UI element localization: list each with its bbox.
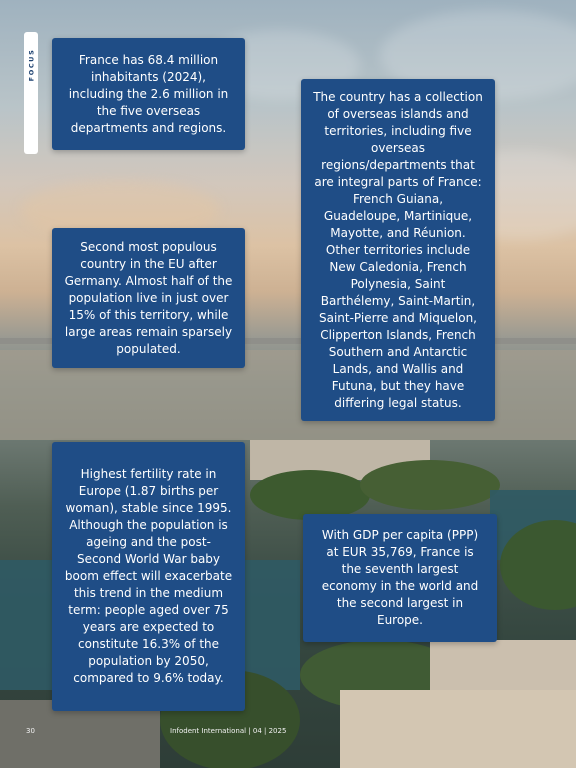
population-box [52,38,245,150]
overseas-territories-text: The country has a collection of overseas islands and territories, including five overseas regions/departments that are integral parts of France: French Guiana, Guadeloupe, Martinique, Mayotte, and Réunion. Other territories include New Caledonia, French Polynesia, Saint Barthélemy, Saint-Martin, Saint-Pierre and Miquelon, Clipperton Islands, French Southern and Antarctic Lands, and Wallis and Futuna, but they have differing legal status. [313,89,483,410]
focus-label [24,40,38,90]
publication-credit: Infodent International | 04 | 2025 [170,727,287,735]
overseas-territories-box [301,79,495,421]
population-text: France has 68.4 million inhabitants (2024), including the 2.6 million in the five overseas departments and regions. [68,52,229,135]
eu-population-rank-box [52,228,245,368]
gdp-box [303,514,497,642]
page-number: 30 [26,727,35,735]
fertility-rate-box [52,442,245,711]
gdp-text: With GDP per capita (PPP) at EUR 35,769, France is the seventh largest economy in the world and the second largest in Europe. [321,528,479,627]
focus-label-text: FOCUS [27,48,36,82]
eu-population-rank-text: Second most populous country in the EU after Germany. Almost half of the population live in just over 15% of this territory, while large areas remain sparsely populated. [64,239,233,356]
fertility-rate-text: Highest fertility rate in Europe (1.87 births per woman), stable since 1995. Although the population is ageing and the post-Second World War baby boom effect will exacerbate this trend in the medium term: people aged over 75 years are expected to constitute 16.3% of the population by 2050, compared to 9.6% today. [64,467,233,685]
